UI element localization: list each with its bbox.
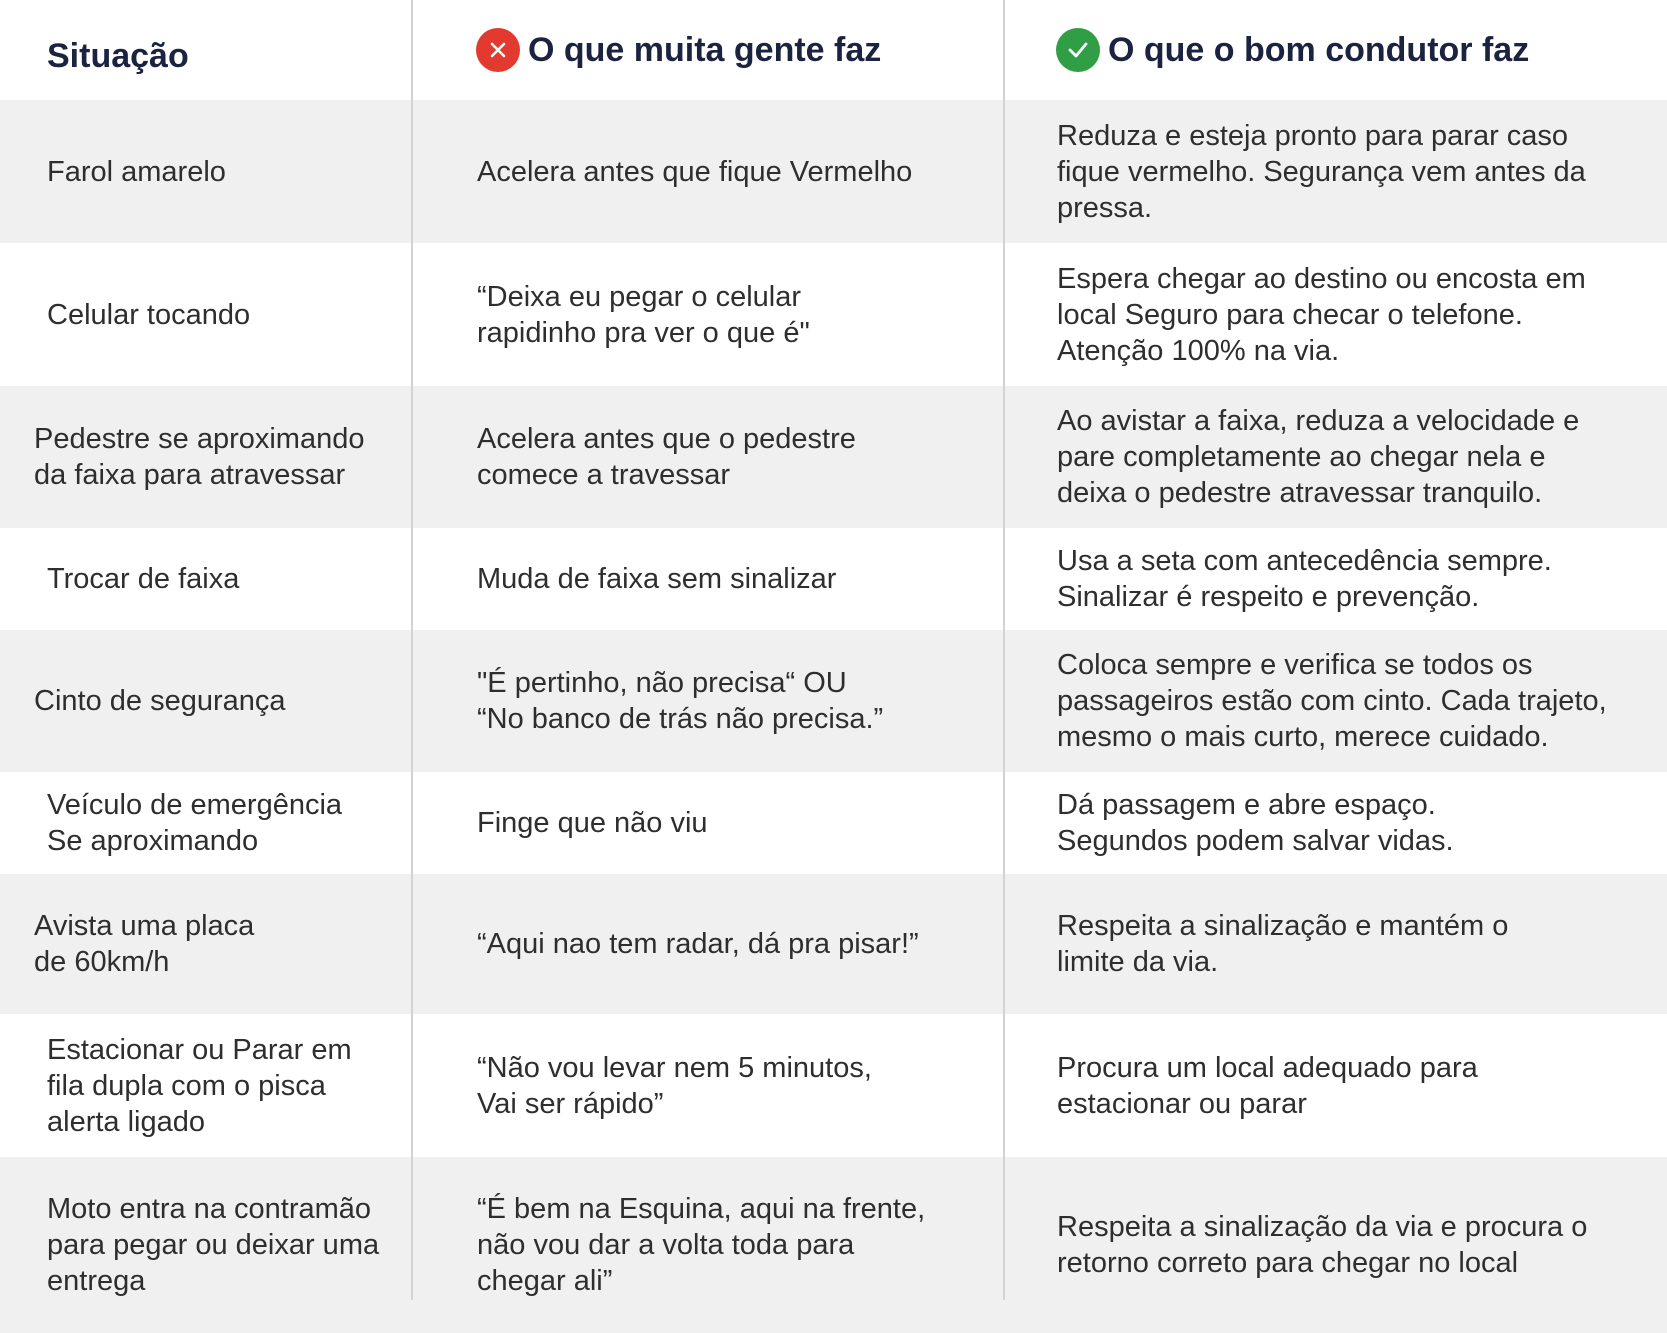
right-text: Espera chegar ao destino ou encosta em local Seguro para checar o telefone. Atenção 100% na via. bbox=[1057, 262, 1586, 367]
table-row bbox=[0, 386, 1667, 528]
situation-text: Moto entra na contramão para pegar ou deixar uma entrega bbox=[47, 1193, 380, 1297]
situation-text: Celular tocando bbox=[47, 298, 251, 331]
right-cell bbox=[1057, 630, 1662, 772]
right-cell bbox=[1057, 100, 1662, 243]
situation-cell bbox=[34, 874, 407, 1014]
situation-text: Veículo de emergência Se aproximando bbox=[47, 789, 343, 857]
situation-cell bbox=[47, 243, 407, 386]
table-row bbox=[0, 1014, 1667, 1157]
table-row bbox=[0, 528, 1667, 630]
wrong-text: Acelera antes que fique Vermelho bbox=[477, 155, 913, 188]
table-row bbox=[0, 630, 1667, 772]
check-icon bbox=[1056, 28, 1100, 72]
situation-cell bbox=[34, 386, 407, 528]
wrong-cell bbox=[477, 874, 997, 1014]
situation-cell bbox=[47, 100, 407, 243]
situation-text: Cinto de segurança bbox=[34, 685, 286, 717]
header-right-label: O que o bom condutor faz bbox=[1108, 30, 1530, 69]
right-text: Procura um local adequado para estacionar ou parar bbox=[1057, 1051, 1478, 1120]
wrong-cell bbox=[477, 630, 997, 772]
wrong-text: “Aqui nao tem radar, dá pra pisar!” bbox=[477, 928, 919, 960]
right-cell bbox=[1057, 528, 1662, 630]
situation-cell bbox=[47, 528, 407, 630]
situation-cell bbox=[47, 1014, 407, 1157]
right-text: Respeita a sinalização e mantém o limite da via. bbox=[1057, 910, 1509, 978]
right-text: Coloca sempre e verifica se todos os passageiros estão com cinto. Cada trajeto, mesmo o mais curto, merece cuidado. bbox=[1057, 649, 1607, 753]
right-text: Respeita a sinalização da via e procura o retorno correto para chegar no local bbox=[1057, 1211, 1588, 1279]
header-right bbox=[1056, 0, 1529, 100]
right-cell bbox=[1057, 874, 1662, 1014]
wrong-cell bbox=[477, 772, 997, 874]
header-wrong bbox=[476, 0, 881, 100]
situation-text: Avista uma placa de 60km/h bbox=[34, 910, 255, 978]
header-wrong-label: O que muita gente faz bbox=[528, 30, 882, 69]
situation-cell bbox=[47, 1157, 407, 1333]
table-row bbox=[0, 772, 1667, 874]
wrong-text: “Não vou levar nem 5 minutos, Vai ser rápido” bbox=[477, 1051, 872, 1120]
header-situation bbox=[47, 6, 189, 106]
situation-cell bbox=[47, 772, 407, 874]
wrong-text: Acelera antes que o pedestre comece a travessar bbox=[477, 423, 856, 491]
right-text: Ao avistar a faixa, reduza a velocidade e pare completamente ao chegar nela e deixa o pedestre atravessar tranquilo. bbox=[1057, 405, 1580, 509]
right-cell bbox=[1057, 243, 1662, 386]
wrong-text: Finge que não viu bbox=[477, 807, 708, 839]
table-row bbox=[0, 874, 1667, 1014]
situation-cell bbox=[34, 630, 407, 772]
wrong-cell bbox=[477, 528, 997, 630]
column-divider bbox=[411, 0, 413, 1300]
wrong-cell bbox=[477, 1157, 997, 1333]
wrong-text: “É bem na Esquina, aqui na frente, não vou dar a volta toda para chegar ali” bbox=[477, 1193, 926, 1297]
situation-text: Pedestre se aproximando da faixa para atravessar bbox=[34, 423, 365, 491]
x-icon bbox=[476, 28, 520, 72]
wrong-cell bbox=[477, 1014, 997, 1157]
right-text: Reduza e esteja pronto para parar caso fique vermelho. Segurança vem antes da pressa. bbox=[1057, 119, 1586, 224]
situation-text: Trocar de faixa bbox=[47, 563, 240, 595]
table-row bbox=[0, 100, 1667, 243]
wrong-cell bbox=[477, 100, 997, 243]
wrong-text: “Deixa eu pegar o celular rapidinho pra ver o que é" bbox=[477, 280, 810, 349]
header-situation-label: Situação bbox=[47, 36, 189, 75]
right-cell bbox=[1057, 386, 1662, 528]
situation-text: Estacionar ou Parar em fila dupla com o pisca alerta ligado bbox=[47, 1033, 352, 1138]
table-row bbox=[0, 243, 1667, 386]
wrong-cell bbox=[477, 386, 997, 528]
right-cell bbox=[1057, 1014, 1662, 1157]
right-text: Usa a seta com antecedência sempre. Sinalizar é respeito e prevenção. bbox=[1057, 545, 1552, 613]
column-divider bbox=[1003, 0, 1005, 1300]
right-cell bbox=[1057, 1157, 1662, 1333]
right-cell bbox=[1057, 772, 1662, 874]
wrong-text: "É pertinho, não precisa“ OU “No banco de trás não precisa.” bbox=[477, 667, 884, 735]
table-row bbox=[0, 1157, 1667, 1333]
wrong-cell bbox=[477, 243, 997, 386]
right-text: Dá passagem e abre espaço. Segundos podem salvar vidas. bbox=[1057, 789, 1454, 857]
wrong-text: Muda de faixa sem sinalizar bbox=[477, 563, 837, 595]
situation-text: Farol amarelo bbox=[47, 155, 226, 188]
